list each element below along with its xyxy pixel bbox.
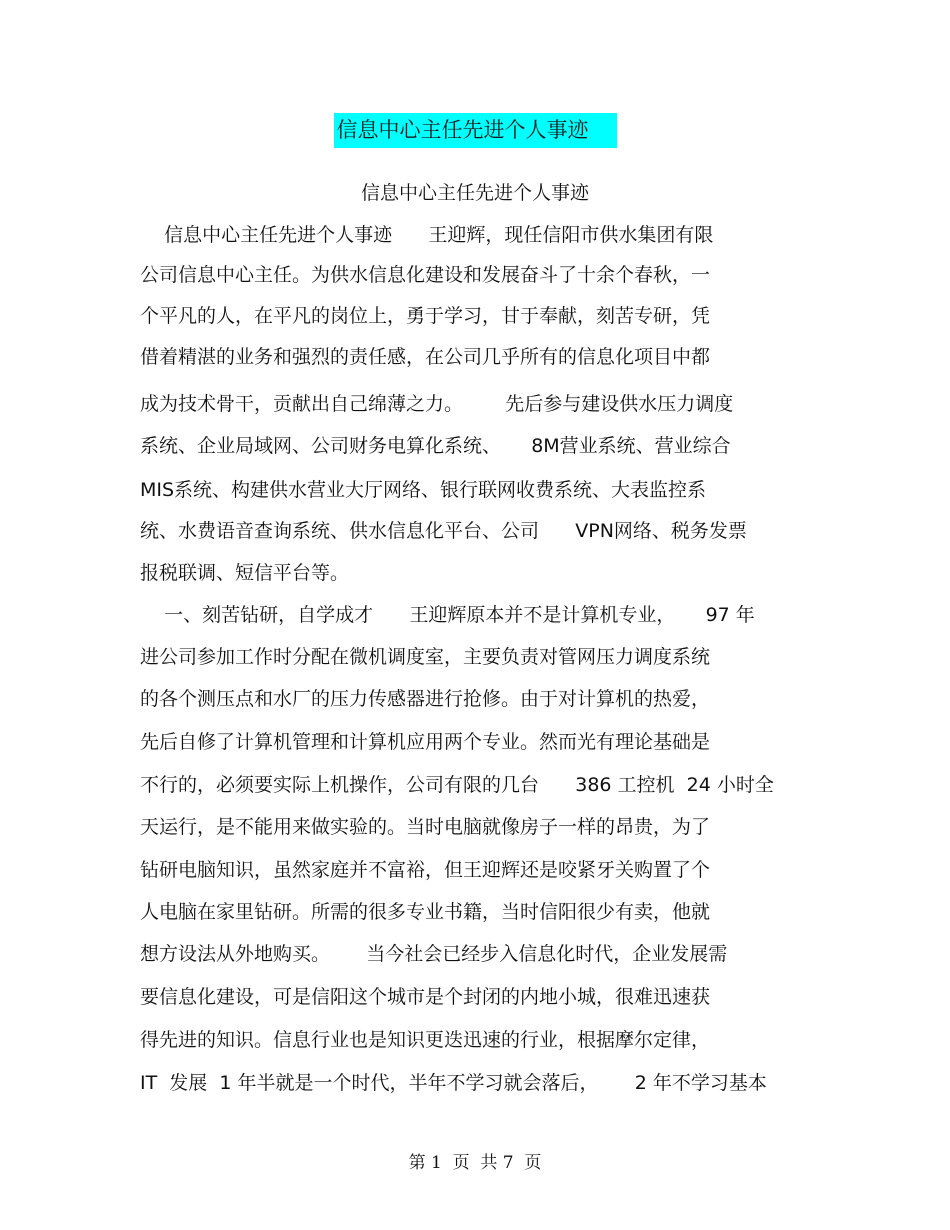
body-line: 先后自修了计算机管理和计算机应用两个专业。然而光有理论基础是 — [140, 731, 711, 753]
body-line: 天运行，是不能用来做实验的。当时电脑就像房子一样的昂贵，为了 — [140, 816, 711, 838]
document-title: 信息中心主任先进个人事迹 — [334, 113, 617, 148]
body-line: 想方设法从外地购买。 当今社会已经步入信息化时代，企业发展需 — [140, 943, 728, 965]
body-line: 报税联调、短信平台等。 — [140, 562, 350, 584]
body-line: 要信息化建设，可是信阳这个城市是个封闭的内地小城，很难迅速获 — [140, 986, 711, 1008]
body-line: 一、刻苦钻研，自学成才 王迎辉原本并不是计算机专业， 97 年 — [140, 604, 755, 626]
body-line: 人电脑在家里钻研。所需的很多专业书籍，当时信阳很少有卖，他就 — [140, 901, 711, 923]
document-subtitle: 信息中心主任先进个人事迹 — [360, 182, 589, 204]
body-line: 借着精湛的业务和强烈的责任感，在公司几乎所有的信息化项目中都 — [140, 346, 711, 368]
body-line: 不行的，必须要实际上机操作，公司有限的几台 386 工控机 24 小时全 — [140, 774, 774, 796]
body-line: 的各个测压点和水厂的压力传感器进行抢修。由于对计算机的热爱， — [140, 688, 711, 710]
body-line: 个平凡的人，在平凡的岗位上，勇于学习，甘于奉献，刻苦专研，凭 — [140, 305, 711, 327]
body-line: 信息中心主任先进个人事迹 王迎辉，现任信阳市供水集团有限 — [140, 224, 714, 246]
body-line: 成为技术骨干，贡献出自己绵薄之力。 先后参与建设供水压力调度 — [140, 393, 734, 415]
body-line: 得先进的知识。信息行业也是知识更迭迅速的行业，根据摩尔定律， — [140, 1029, 711, 1051]
body-line: 钻研电脑知识，虽然家庭并不富裕，但王迎辉还是咬紧牙关购置了个 — [140, 859, 711, 881]
body-line: IT 发展 1 年半就是一个时代，半年不学习就会落后， 2 年不学习基本 — [140, 1072, 767, 1094]
body-line: 统、水费语音查询系统、供水信息化平台、公司 VPN网络、税务发票 — [140, 520, 747, 542]
body-line: MIS系统、构建供水营业大厅网络、银行联网收费系统、大表监控系 — [140, 479, 707, 501]
title-container — [0, 113, 950, 148]
page-number: 第 1 页 共 7 页 — [408, 1153, 542, 1173]
body-line: 公司信息中心主任。为供水信息化建设和发展奋斗了十余个春秋，一 — [140, 264, 711, 286]
body-line: 进公司参加工作时分配在微机调度室，主要负责对管网压力调度系统 — [140, 646, 711, 668]
body-line: 系统、企业局域网、公司财务电算化系统、 8M营业系统、营业综合 — [140, 435, 731, 457]
